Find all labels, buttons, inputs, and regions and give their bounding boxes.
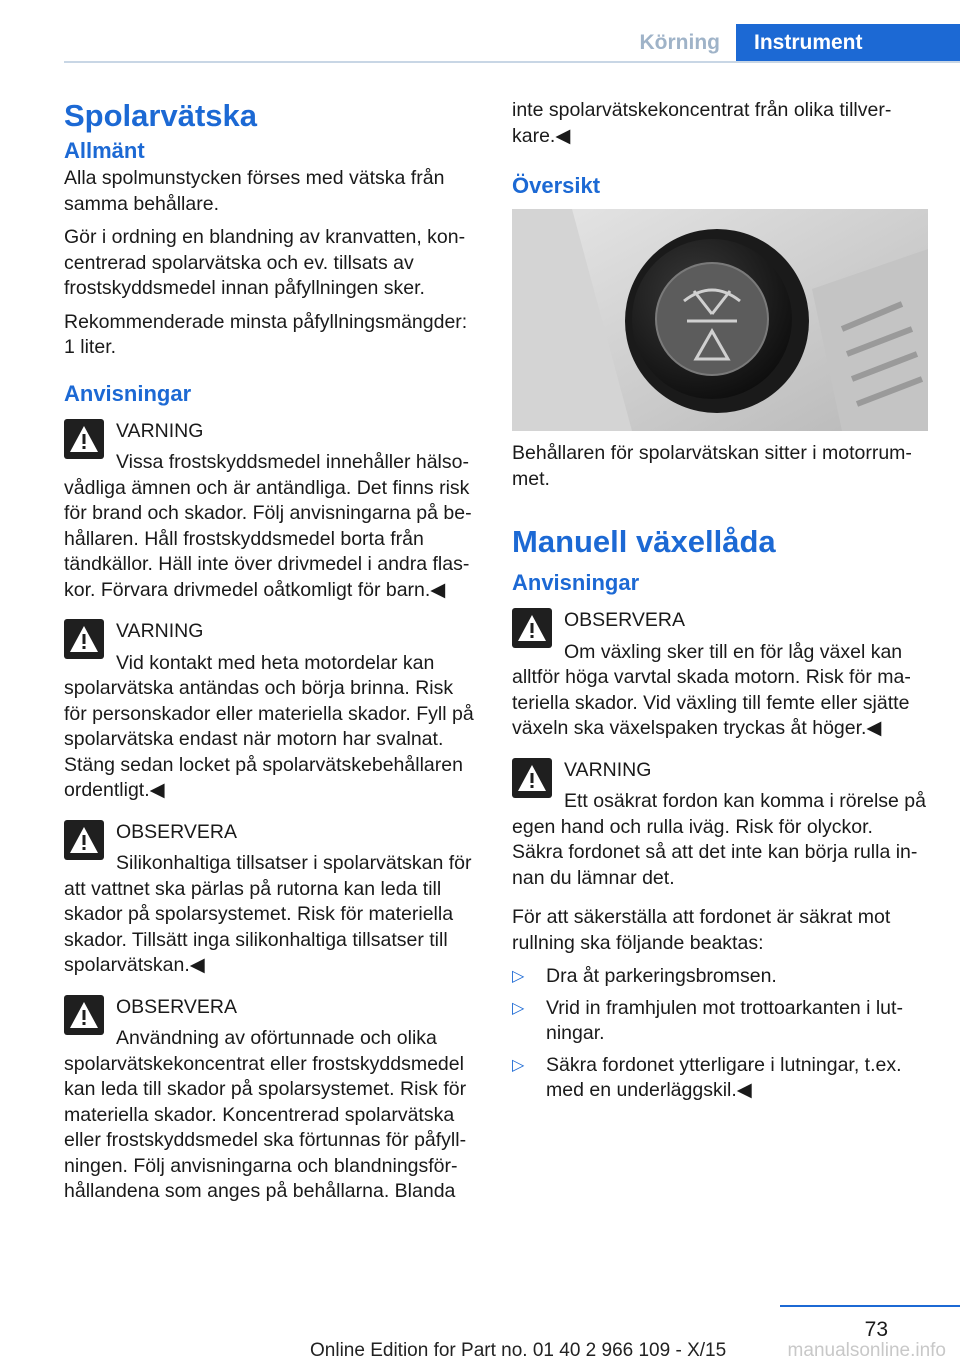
overview-heading: Översikt (512, 173, 601, 198)
note-text: Användning av oförtunnade och olika spolarvätskekoncentrat eller frostskyddsmedel kan leda till skador på spolarsystemet. Risk för materiella skador. Koncentrerad spolarvätska eller frostskyddsmedel ska förtunnas för påfyllningen. Följ anvisningarna och blandningsförhållandena som anges på behållarna. Blanda (64, 1027, 467, 1202)
footer-divider (780, 1305, 960, 1307)
precaution-list (512, 964, 928, 1104)
triangle-bullet-icon: ▷ (512, 999, 525, 1017)
note-label: OBSERVERA (116, 995, 238, 1018)
general-paragraph-3: Rekommenderade minsta påfyllningsmängder: 1 liter. (64, 310, 468, 358)
note-text: Vid kontakt med heta motordelar kan spolarvätska antändas och börja brinna. Risk för personskador eller materiella skador. Fyll på spolarvätska endast när motorn har svalnat. Stäng sedan locket på spolarvätskebehållaren ordentligt.◀ (64, 651, 474, 801)
tab-section[interactable]: Körning (639, 31, 720, 54)
page-title: Spolarvätska (64, 98, 257, 133)
triangle-bullet-icon: ▷ (512, 968, 525, 985)
list-item (512, 964, 928, 990)
note-label: OBSERVERA (564, 609, 686, 631)
warning-note (512, 756, 928, 892)
washer-reservoir-photo (512, 209, 928, 431)
continuation-text: inte spolarvätskekoncentrat från olika tillverkare.◀ (512, 99, 892, 147)
list-item-text: Dra åt parkeringsbromsen. (546, 965, 777, 987)
caution-note (64, 818, 480, 979)
warning-note (64, 417, 480, 604)
header-tabs (620, 24, 960, 62)
caution-note (512, 606, 928, 742)
note-label: VARNING (116, 620, 204, 642)
note-text: Vissa frostskyddsmedel innehåller hälsovådliga ämnen och är antändliga. Det finns risk för brand och skador. Följ anvisningarna på behållaren. Håll frostskyddsmedel borta från tändkällor. Häll inte över drivmedel i andra flaskor. Förvara drivmedel oåtkomligt för barn.◀ (64, 451, 472, 601)
caution-note (64, 993, 480, 1205)
note-label: OBSERVERA (116, 820, 238, 843)
page-number: 73 (864, 1318, 888, 1341)
general-paragraph-2: Gör i ordning en blandning av kranvatten, koncentrerad spolarvätska och ev. tillsats av frostskyddsmedel innan påfyllningen sker. (64, 226, 466, 299)
list-item-text: Säkra fordonet ytterligare i lutningar, t.ex. med en underläggskil.◀ (546, 1053, 902, 1101)
note-text: Ett osäkrat fordon kan komma i rörelse på egen hand och rulla iväg. Risk för olyckor. Säkra fordonet så att det inte kan börja rulla innan du lämnar det. (512, 790, 926, 889)
note-text: Silikonhaltiga tillsatser i spolarvätskan för att vattnet ska pärlas på rutorna kan leda till skador på spolarsystemet. Risk för materiella skador. Tillsätt inga silikonhaltiga tillsatser till spolarvätskan.◀ (64, 852, 472, 976)
general-heading: Allmänt (64, 138, 145, 163)
instructions-heading: Anvisningar (64, 380, 192, 406)
note-label: VARNING (116, 419, 204, 442)
note-label: VARNING (564, 758, 652, 781)
paragraph-after: För att säkerställa att fordonet är säkrat mot rullning ska följande beaktas: (512, 906, 891, 954)
tab-chapter[interactable]: Instrument (736, 24, 960, 62)
header-divider (64, 61, 960, 63)
list-item (512, 1053, 928, 1104)
edition-label: Online Edition for Part no. 01 40 2 966 109 - X/15 (310, 1340, 727, 1361)
warning-triangle-icon (64, 419, 104, 459)
figure-caption: Behållaren för spolarvätskan sitter i motorrummet. (512, 442, 912, 490)
warning-triangle-icon (512, 758, 552, 798)
general-paragraph-1: Alla spolmunstycken förses med vätska från samma behållare. (64, 167, 445, 215)
warning-triangle-icon (64, 820, 104, 860)
watermark: manualsonline.info (787, 1340, 946, 1361)
list-item-text: Vrid in framhjulen mot trottoarkanten i lutningar. (546, 996, 903, 1044)
list-item (512, 996, 928, 1047)
note-text: Om växling sker till en för låg växel kan alltför höga varvtal skada motorn. Risk för materiella skador. Vid växling till femte eller sjätte växeln ska växelspaken tryckas åt höger.◀ (512, 640, 911, 739)
left-column (64, 96, 480, 1219)
warning-triangle-icon (64, 619, 104, 659)
warning-triangle-icon (512, 608, 552, 648)
section-title: Manuell växellåda (512, 524, 776, 559)
right-column (512, 98, 928, 1110)
instructions-heading-2: Anvisningar (512, 570, 640, 595)
warning-triangle-icon (64, 995, 104, 1035)
triangle-bullet-icon: ▷ (512, 1056, 525, 1074)
warning-note (64, 617, 480, 804)
